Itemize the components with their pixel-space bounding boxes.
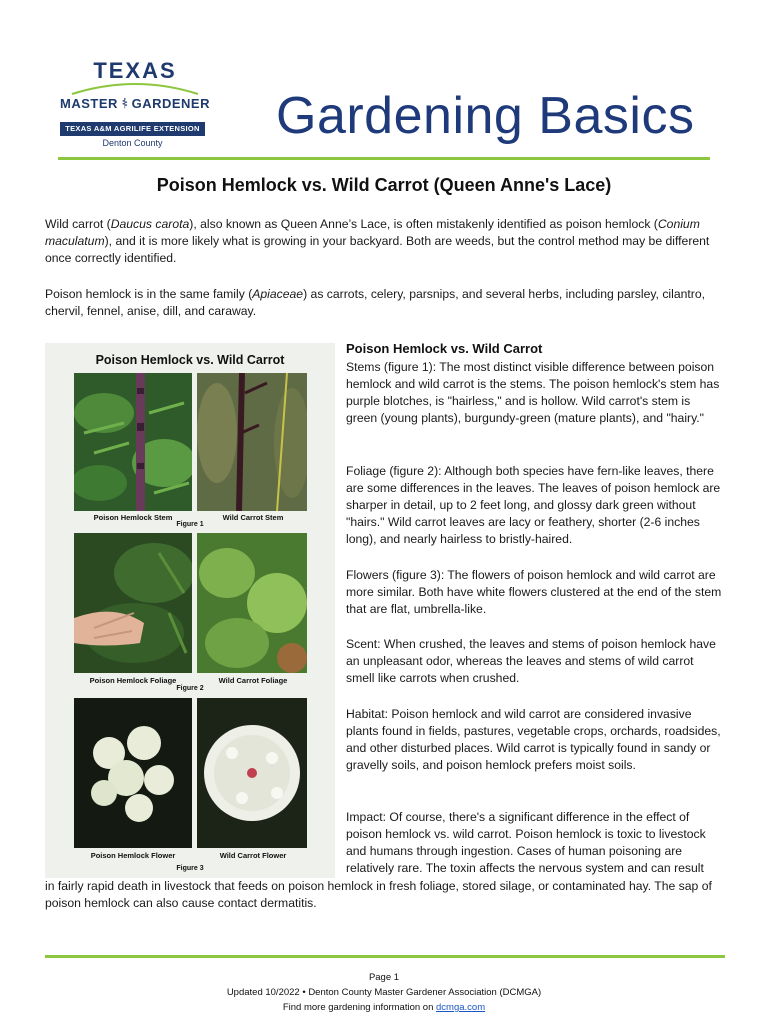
wild-carrot-flower-photo	[197, 698, 307, 848]
poison-hemlock-flower-photo	[74, 698, 192, 848]
caption-carrot-stem: Wild Carrot Stem	[222, 513, 284, 522]
figure-2-label: Figure 2	[176, 685, 204, 692]
intro-text: ), and it is more likely what is growing in your backyard. Both are weeds, but the control method may be different once correctly identified.	[45, 234, 710, 265]
wild-carrot-foliage-photo	[197, 533, 307, 673]
scent-paragraph: Scent: When crushed, the leaves and stems of poison hemlock have an unpleasant odor, whereas the leaves and stems of wild carrot smell like carrots when crushed.	[346, 637, 716, 685]
impact-paragraph: Impact: Of course, there's a significant difference in the effect of poison hemlock vs. wild carrot. Poison hemlock is toxic to livestock and humans through ingestion. Cases of human poisoning are relatively rare. The toxin affects the nervous system and can result	[346, 810, 706, 875]
caption-hemlock-foliage: Poison Hemlock Foliage	[89, 676, 177, 685]
footer-find-more	[0, 1002, 768, 1013]
plant-leaf-icon	[122, 90, 128, 116]
comparison-heading: Poison Hemlock vs. Wild Carrot	[346, 341, 543, 356]
logo-texas: TEXAS	[93, 58, 177, 83]
scientific-name: Conium maculatum	[45, 217, 700, 248]
scientific-name: Daucus carota	[110, 217, 190, 231]
dcmga-link[interactable]: dcmga.com	[436, 1002, 486, 1013]
intro-paragraph-1	[45, 216, 725, 267]
impact-paragraph-continued: in fairly rapid death in livestock that feeds on poison hemlock in fresh foliage, stored silage, or contaminated hay. The sap of poison hemlock can also cause contact dermatitis.	[45, 879, 712, 910]
scientific-name: Apiaceae	[252, 287, 304, 301]
page-number: Page 1	[368, 972, 400, 983]
comparison-figure	[45, 343, 335, 878]
poison-hemlock-stem-photo	[74, 373, 192, 511]
intro-text: ) as carrots, celery, parsnips, and several herbs, including parsley, cilantro, chervil, fennel, anise, dill, and caraway.	[45, 287, 706, 318]
logo-master: MASTER	[60, 95, 118, 111]
page-title: Gardening Basics	[276, 87, 695, 145]
logo-county: Denton County	[102, 138, 163, 148]
document-title: Poison Hemlock vs. Wild Carrot (Queen Anne's Lace)	[156, 175, 612, 195]
header-divider	[58, 157, 710, 160]
figure-1-label: Figure 1	[176, 521, 204, 528]
poison-hemlock-foliage-photo	[74, 533, 192, 673]
footer-divider	[45, 955, 725, 958]
intro-text: ), also known as Queen Anne’s Lace, is often mistakenly identified as poison hemlock (	[189, 217, 658, 231]
intro-text: Poison hemlock is in the same family (	[45, 287, 253, 301]
logo-gardener: GARDENER	[131, 95, 210, 111]
intro-paragraph-2	[45, 286, 725, 320]
footer-find-more-text: Find more gardening information on	[282, 1002, 437, 1013]
texas-master-gardener-logo	[60, 58, 210, 153]
intro-text: Wild carrot (	[45, 217, 111, 231]
figure-heading: Poison Hemlock vs. Wild Carrot	[95, 353, 285, 367]
figure-3-label: Figure 3	[176, 865, 204, 872]
caption-hemlock-stem: Poison Hemlock Stem	[93, 513, 173, 522]
habitat-paragraph: Habitat: Poison hemlock and wild carrot are considered invasive plants found in fields, pastures, vegetable crops, orchards, roadsides, and other disturbed places. Wild carrot is typically found in sandy or gravelly soils, and poison hemlock prefers moist soils.	[346, 707, 721, 772]
caption-carrot-flower: Wild Carrot Flower	[219, 851, 287, 860]
foliage-paragraph: Foliage (figure 2): Although both species have fern-like leaves, there are some differences in the leaves. The leaves of poison hemlock are sharper in detail, up to 2 feet long, and glossy dark green without "hairs." Wild carrot leaves are lacy or feathery, shorter (2-6 inches long), and nearly hairless to bristly-haired.	[346, 464, 721, 546]
flowers-paragraph: Flowers (figure 3): The flowers of poison hemlock and wild carrot are more similar. Both have white flowers clustered at the end of the stem that are flat, umbrella-like.	[346, 568, 722, 616]
caption-hemlock-flower: Poison Hemlock Flower	[90, 851, 176, 860]
wild-carrot-stem-photo	[197, 373, 307, 511]
footer-updated: Updated 10/2022 • Denton County Master Gardener Association (DCMGA)	[226, 987, 542, 998]
caption-carrot-foliage: Wild Carrot Foliage	[218, 676, 288, 685]
stems-paragraph: Stems (figure 1): The most distinct visible difference between poison hemlock and wild carrot is the stems. The poison hemlock's stem has purple blotches, is "hairless," and is hollow. Wild carrot's stem is green (young plants), burgundy-green (mature plants), and "hairy."	[346, 360, 720, 425]
logo-master-gardener	[60, 90, 210, 116]
logo-extension-banner: TEXAS A&M AGRILIFE EXTENSION	[60, 122, 205, 136]
